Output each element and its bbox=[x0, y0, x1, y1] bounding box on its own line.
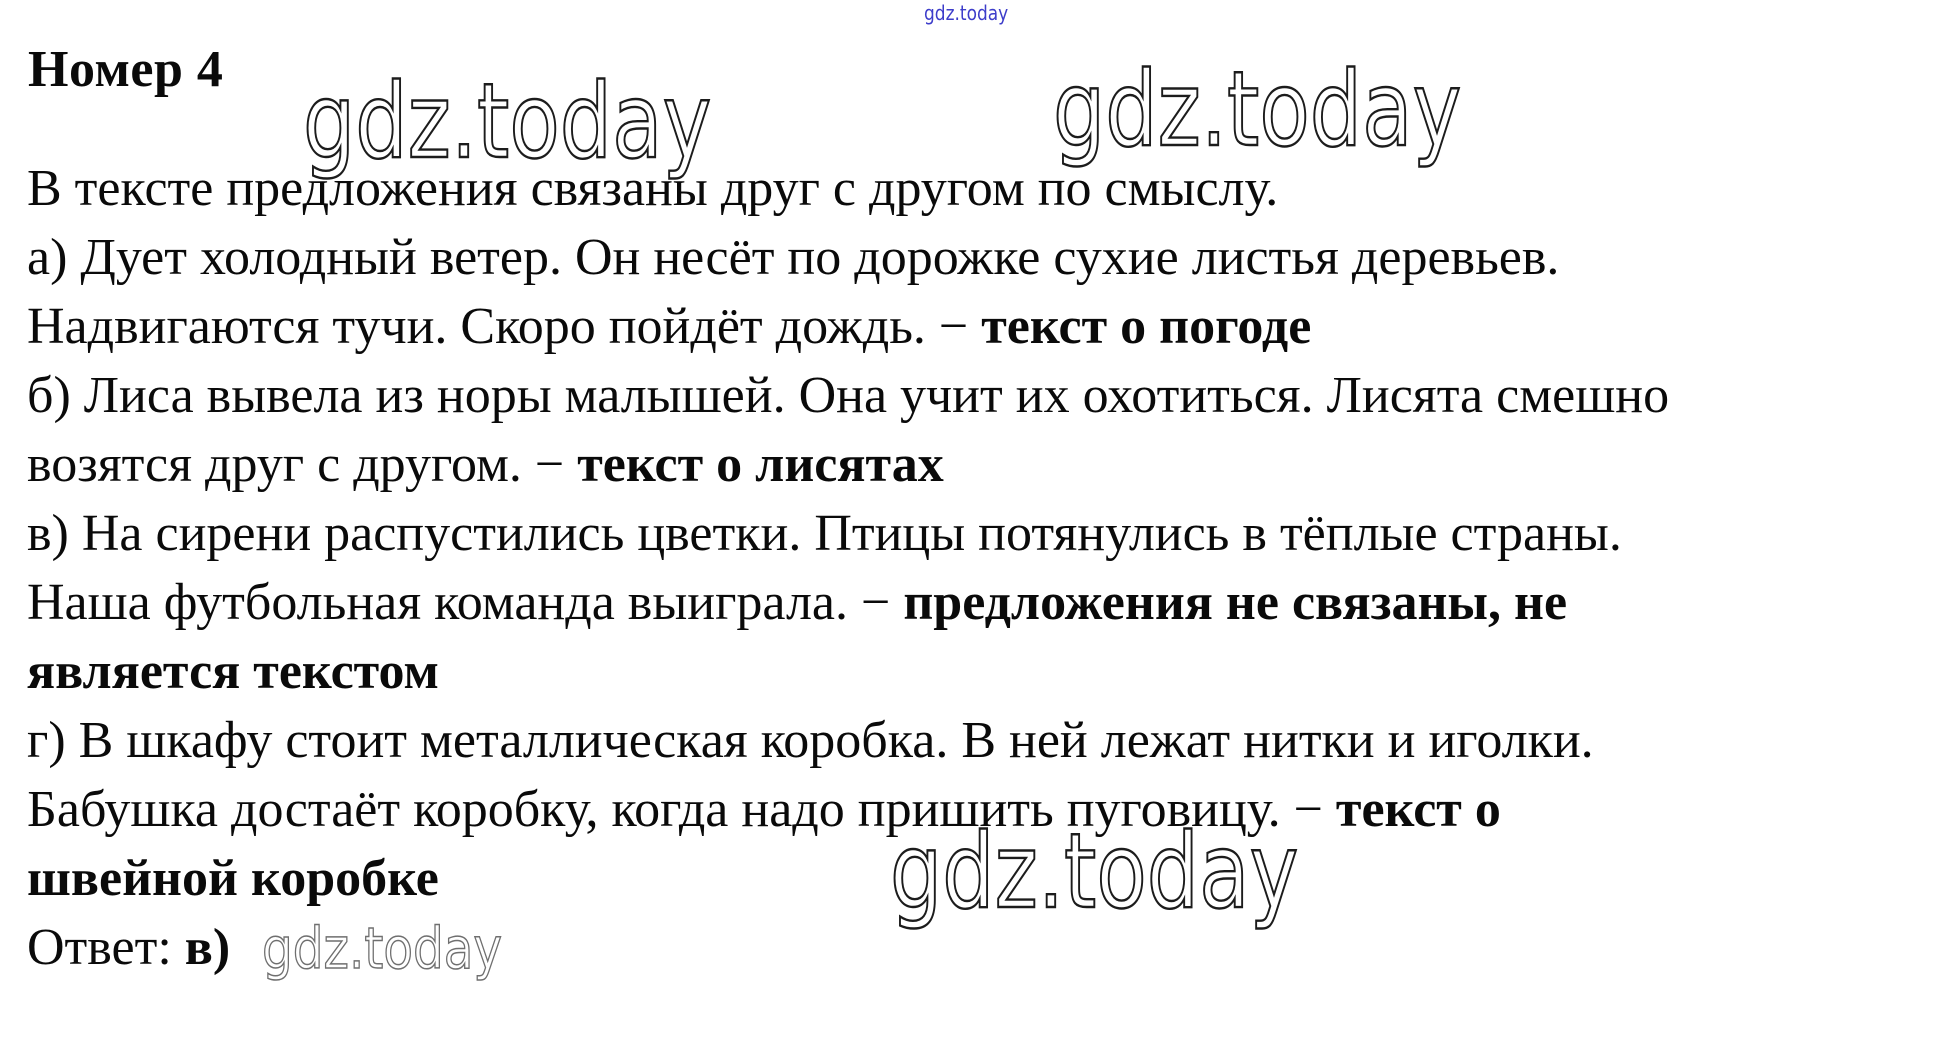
text-line bbox=[27, 223, 1937, 292]
text-line bbox=[27, 706, 1937, 775]
watermark-bottom-right: gdz.today bbox=[890, 812, 1299, 932]
text-line-regular: в) На сирени распустились цветки. Птицы потянулись в тёплые страны. bbox=[27, 505, 1622, 562]
text-line-bold: в) bbox=[184, 919, 231, 976]
text-line-bold: швейной коробке bbox=[27, 850, 439, 907]
text-line-regular: Ответ: bbox=[27, 919, 185, 976]
text-line-regular: Надвигаются тучи. Скоро пойдёт дождь. − bbox=[27, 298, 982, 355]
watermark-top-tiny: gdz.today bbox=[924, 1, 1009, 25]
text-line bbox=[27, 568, 1937, 637]
text-line-regular: г) В шкафу стоит металлическая коробка. В ней лежат нитки и иголки. bbox=[27, 712, 1594, 769]
exercise-text bbox=[27, 154, 1937, 982]
text-line-regular: Бабушка достаёт коробку, когда надо пришить пуговицу. − bbox=[27, 781, 1336, 838]
text-line-bold: текст о погоде bbox=[981, 298, 1312, 355]
text-line bbox=[27, 637, 1937, 706]
text-line-bold: текст о bbox=[1335, 781, 1501, 838]
text-line bbox=[27, 154, 1937, 223]
watermark-answer-line: gdz.today bbox=[262, 916, 503, 982]
text-line bbox=[27, 430, 1937, 499]
watermark-center: gdz.today bbox=[303, 62, 712, 182]
text-line-bold: текст о лисятах bbox=[577, 436, 944, 493]
text-line-regular: а) Дует холодный ветер. Он несёт по дорожке сухие листья деревьев. bbox=[27, 229, 1560, 286]
text-line bbox=[27, 913, 1937, 982]
watermark-top-right: gdz.today bbox=[1053, 50, 1462, 170]
page-title: Номер 4 bbox=[28, 41, 224, 98]
text-line-regular: Наша футбольная команда выиграла. − bbox=[27, 574, 904, 631]
text-line bbox=[27, 499, 1937, 568]
text-line bbox=[27, 292, 1937, 361]
text-line bbox=[27, 844, 1937, 913]
text-line-regular: б) Лиса вывела из норы малышей. Она учит их охотиться. Лисята смешно bbox=[27, 367, 1670, 424]
text-line bbox=[27, 775, 1937, 844]
text-line-bold: предложения не связаны, не bbox=[903, 574, 1568, 631]
text-line bbox=[27, 361, 1937, 430]
text-line-regular: возятся друг с другом. − bbox=[27, 436, 578, 493]
text-line-regular: В тексте предложения связаны друг с другом по смыслу. bbox=[27, 160, 1279, 217]
text-line-bold: является текстом bbox=[27, 643, 439, 700]
